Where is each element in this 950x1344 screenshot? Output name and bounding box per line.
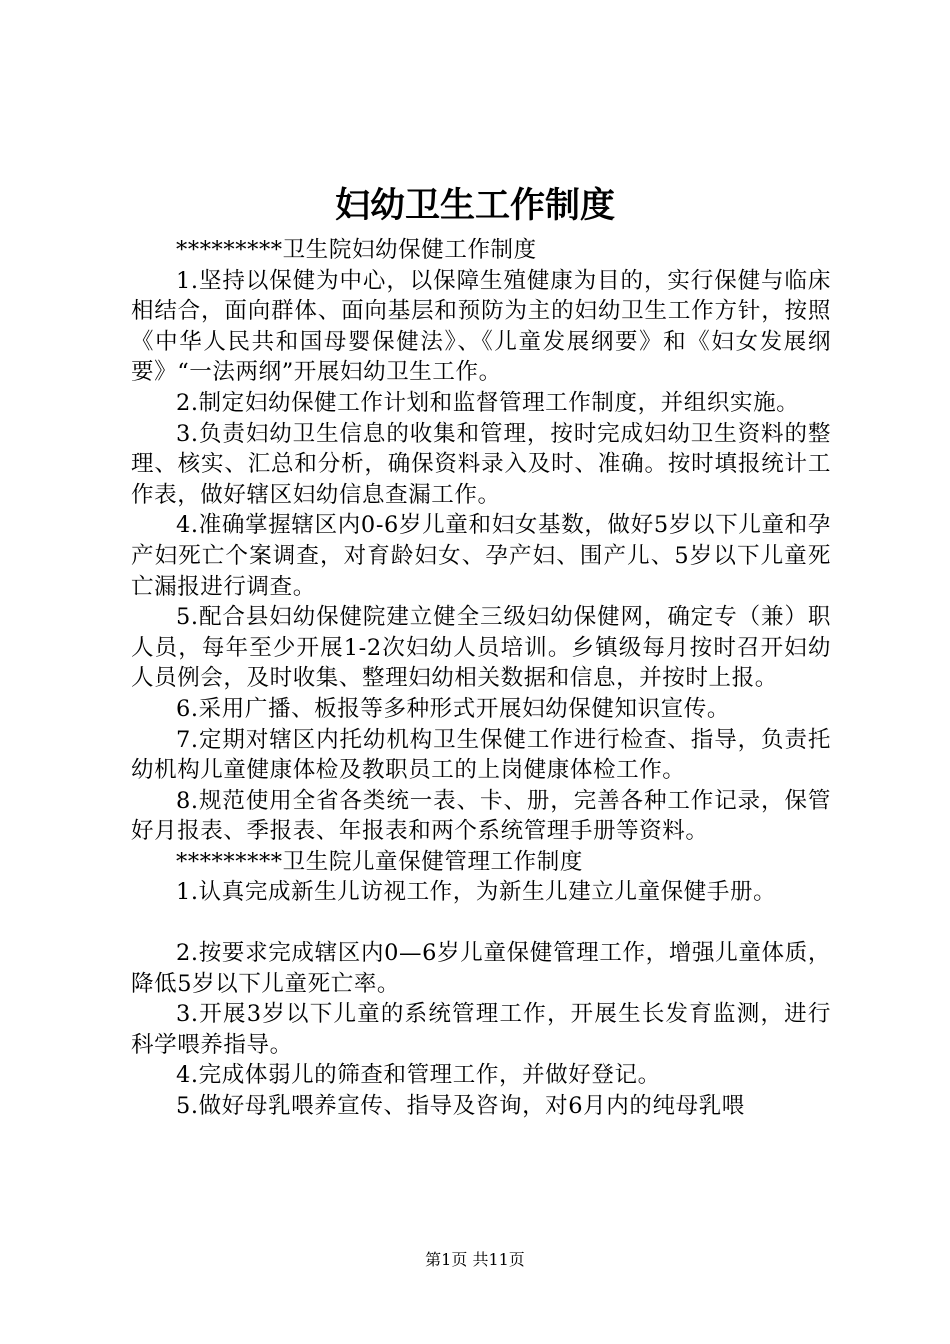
section-heading: *********卫生院妇幼保健工作制度 — [176, 237, 537, 263]
paragraph: 6.采用广播、板报等多种形式开展妇幼保健知识宣传。 — [176, 695, 730, 722]
document-body — [131, 235, 831, 1122]
paragraph: 3.负责妇幼卫生信息的收集和管理，按时完成妇幼卫生资料的整理、核实、汇总和分析，确保资料录入及时、准确。按时填报统计工作表，做好辖区妇幼信息查漏工作。 — [131, 420, 831, 508]
paragraph: 4.完成体弱儿的筛查和管理工作，并做好登记。 — [176, 1062, 661, 1089]
document-title: 妇幼卫生工作制度 — [334, 185, 615, 226]
paragraph: 2.按要求完成辖区内0—6岁儿童保健管理工作，增强儿童体质，降低5岁以下儿童死亡率。 — [131, 940, 831, 997]
paragraph: 2.制定妇幼保健工作计划和监督管理工作制度，并组织实施。 — [176, 389, 800, 416]
paragraph: 3.开展3岁以下儿童的系统管理工作，开展生长发育监测，进行科学喂养指导。 — [131, 1001, 831, 1058]
paragraph: 4.准确掌握辖区内0-6岁儿童和妇女基数，做好5岁以下儿童和孕产妇死亡个案调查，对育龄妇女、孕产妇、围产儿、5岁以下儿童死亡漏报进行调查。 — [131, 512, 831, 600]
paragraph: 5.做好母乳喂养宣传、指导及咨询，对6月内的纯母乳喂 — [176, 1093, 745, 1120]
paragraph: 5.配合县妇幼保健院建立健全三级妇幼保健网，确定专（兼）职人员，每年至少开展1-2次妇幼人员培训。乡镇级每月按时召开妇幼人员例会，及时收集、整理妇幼相关数据和信息，并按时上报。 — [131, 604, 831, 692]
paragraph: 1.坚持以保健为中心，以保障生殖健康为目的，实行保健与临床相结合，面向群体、面向基层和预防为主的妇幼卫生工作方针，按照《中华人民共和国母婴保健法》、《儿童发展纲要》和《妇女发展纲要》“一法两纲”开展妇幼卫生工作。 — [131, 267, 831, 386]
paragraph: 7.定期对辖区内托幼机构卫生保健工作进行检查、指导，负责托幼机构儿童健康体检及教职员工的上岗健康体检工作。 — [131, 726, 831, 784]
page-footer: 第1页 共11页 — [425, 1250, 525, 1269]
paragraph: 1.认真完成新生儿访视工作，为新生儿建立儿童保健手册。 — [176, 879, 777, 906]
paragraph: 8.规范使用全省各类统一表、卡、册，完善各种工作记录，保管好月报表、季报表、年报表和两个系统管理手册等资料。 — [131, 787, 831, 845]
section-heading: *********卫生院儿童保健管理工作制度 — [176, 848, 583, 875]
